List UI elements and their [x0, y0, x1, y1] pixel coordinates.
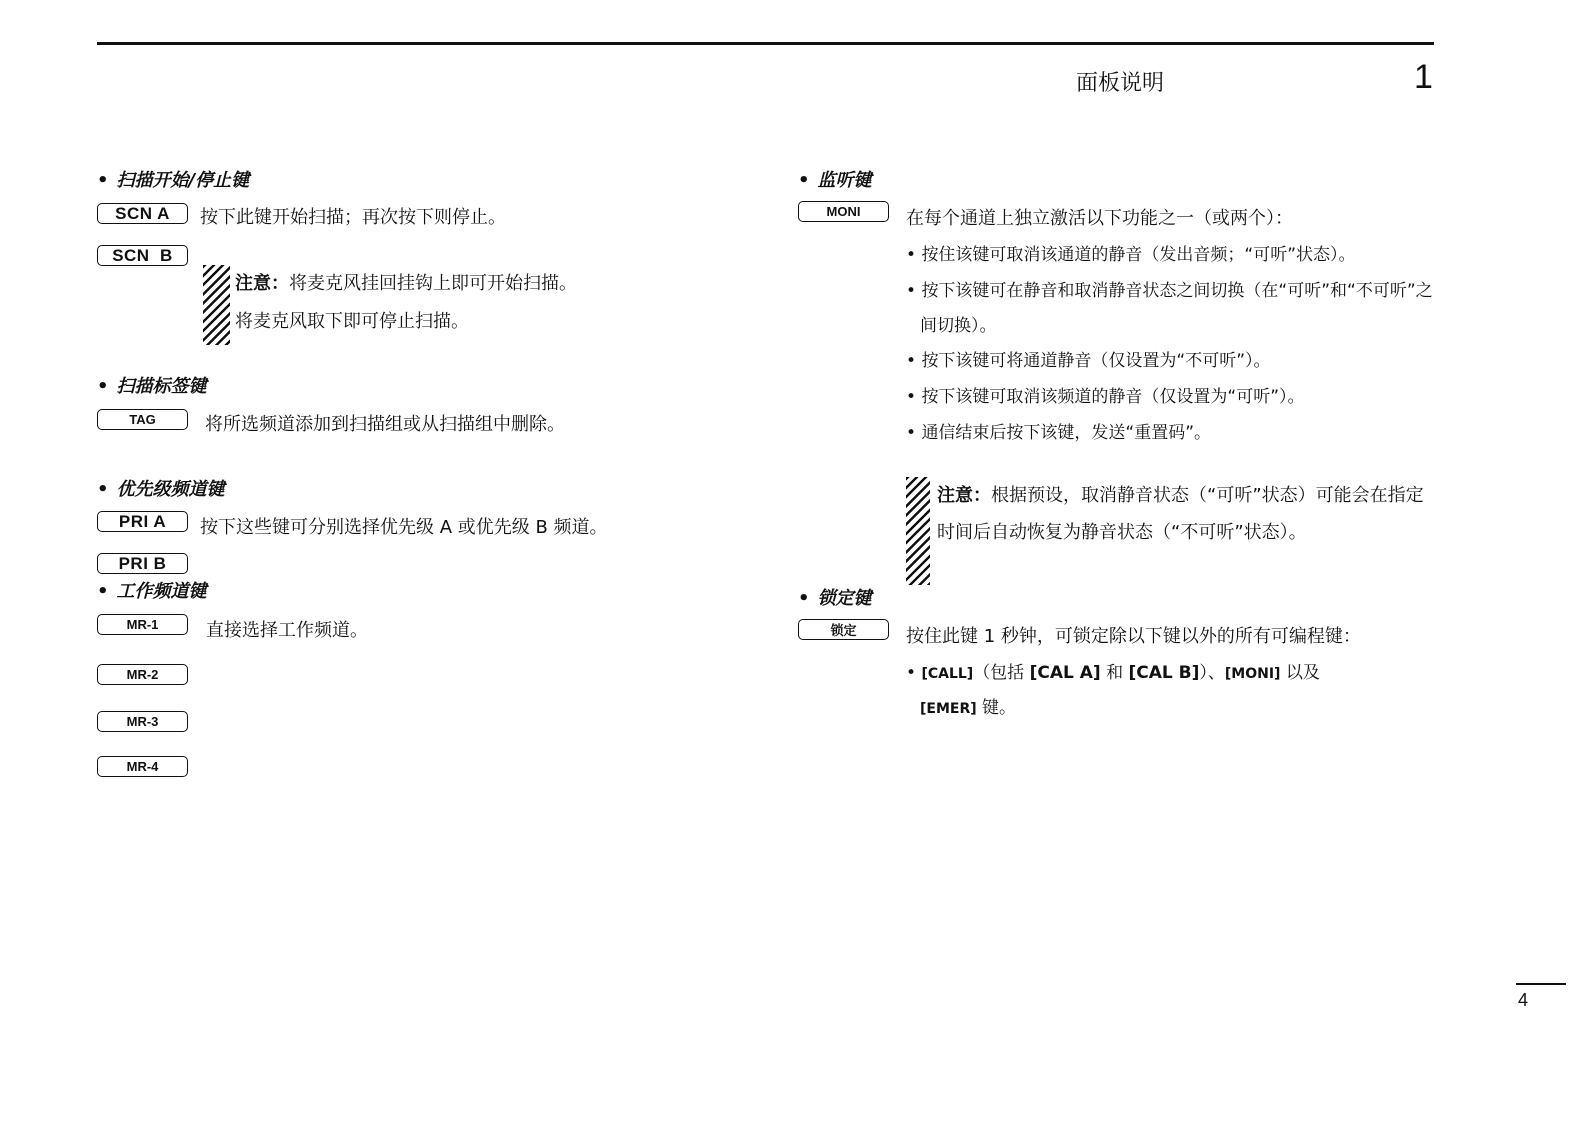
section-heading-priority — [97, 475, 225, 501]
emer-key-ref: [EMER] — [920, 701, 977, 717]
mr-4-key: MR-4 — [97, 756, 188, 777]
monitor-note-line2: 时间后自动恢复为静音状态（“不可听”状态）。 — [937, 522, 1307, 543]
monitor-item: • 通信结束后按下该键，发送“重置码”。 — [906, 423, 1212, 443]
moni-key: MONI — [798, 201, 889, 222]
scn-a-description: 按下此键开始扫描；再次按下则停止。 — [200, 207, 506, 228]
pri-a-description: 按下这些键可分别选择优先级 A 或优先级 B 频道。 — [200, 517, 608, 538]
pri-b-key: PRI B — [97, 553, 188, 574]
page-title: 面板说明 — [1076, 71, 1165, 96]
text: 键。 — [976, 698, 1017, 718]
lock-key: 锁定 — [798, 619, 889, 640]
scn-a-key: SCN A — [97, 203, 188, 224]
section-heading-text: 优先级频道键 — [116, 479, 225, 500]
lock-exception-line1: • [CALL]（包括 [CAL A] 和 [CAL B]）、[MONI] 以及 — [906, 663, 1320, 683]
text: （包括 — [973, 663, 1030, 683]
section-heading-text: 扫描开始/停止键 — [116, 170, 250, 191]
section-heading-text: 工作频道键 — [116, 581, 207, 602]
pri-a-key: PRI A — [97, 511, 188, 532]
call-key-ref: [CALL] — [921, 666, 974, 682]
monitor-item: • 按下该键可取消该频道的静音（仅设置为“可听”）。 — [906, 387, 1305, 407]
page-number: 4 — [1518, 990, 1529, 1010]
section-heading-tag — [97, 372, 207, 398]
working-channel-description: 直接选择工作频道。 — [206, 620, 368, 641]
note-text: 根据预设，取消静音状态（“可听”状态）可能会在指定 — [991, 485, 1424, 506]
lock-description: 按住此键 1 秒钟，可锁定除以下键以外的所有可编程键： — [906, 626, 1361, 647]
monitor-intro: 在每个通道上独立激活以下功能之一（或两个）： — [906, 208, 1293, 229]
monitor-item-text: 按下该键可将通道静音（仅设置为“不可听”）。 — [921, 351, 1271, 371]
note-text: 将麦克风挂回挂钩上即可开始扫描。 — [289, 273, 577, 294]
section-heading-text: 锁定键 — [817, 588, 872, 609]
section-heading-text: 扫描标签键 — [116, 376, 207, 397]
section-heading-lock — [798, 584, 872, 610]
section-heading-working-channel — [97, 577, 207, 603]
monitor-item: • 按下该键可在静音和取消静音状态之间切换（在“可听”和“不可听”之 — [906, 281, 1433, 301]
note-hatch-mark — [203, 265, 230, 345]
mr-1-key: MR-1 — [97, 614, 188, 635]
top-rule — [97, 42, 1434, 45]
mr-3-key: MR-3 — [97, 711, 188, 732]
note-label: 注意： — [937, 485, 991, 506]
cal-a-key-ref: [CAL A] — [1029, 663, 1101, 683]
monitor-note-line1 — [937, 481, 1424, 507]
bullet: • — [798, 170, 810, 191]
section-heading-monitor — [798, 166, 872, 192]
page-number-rule — [1516, 983, 1566, 985]
scn-b-key: SCN B — [97, 245, 188, 266]
scan-note-line1 — [235, 269, 577, 295]
text: ）、 — [1199, 663, 1225, 683]
monitor-item-text: 按下该键可在静音和取消静音状态之间切换（在“可听”和“不可听”之 — [921, 281, 1433, 301]
text: 以及 — [1280, 663, 1320, 683]
monitor-item: • 按下该键可将通道静音（仅设置为“不可听”）。 — [906, 351, 1271, 371]
bullet: • — [97, 479, 109, 500]
bullet: • — [798, 588, 810, 609]
note-label: 注意： — [235, 273, 289, 294]
text: 和 — [1100, 663, 1129, 683]
tag-key: TAG — [97, 409, 188, 430]
bullet: • — [97, 581, 109, 602]
scan-note-line2: 将麦克风取下即可停止扫描。 — [235, 311, 469, 332]
monitor-item-text: 通信结束后按下该键，发送“重置码”。 — [921, 423, 1212, 443]
monitor-item-text: 按住该键可取消该通道的静音（发出音频；“可听”状态）。 — [921, 245, 1356, 265]
monitor-item-text: 按下该键可取消该频道的静音（仅设置为“可听”）。 — [921, 387, 1305, 407]
bullet: • — [97, 170, 109, 191]
section-heading-text: 监听键 — [817, 170, 872, 191]
tag-description: 将所选频道添加到扫描组或从扫描组中删除。 — [205, 414, 565, 435]
chapter-number: 1 — [1414, 58, 1433, 96]
note-hatch-mark — [906, 477, 930, 585]
monitor-item: • 按住该键可取消该通道的静音（发出音频；“可听”状态）。 — [906, 245, 1356, 265]
bullet: • — [97, 376, 109, 397]
mr-2-key: MR-2 — [97, 664, 188, 685]
section-heading-scan — [97, 166, 249, 192]
moni-key-ref: [MONI] — [1224, 666, 1281, 682]
lock-exception-line2 — [920, 693, 1016, 718]
monitor-item-continuation: 间切换）。 — [920, 316, 997, 336]
cal-b-key-ref: [CAL B] — [1128, 663, 1200, 683]
